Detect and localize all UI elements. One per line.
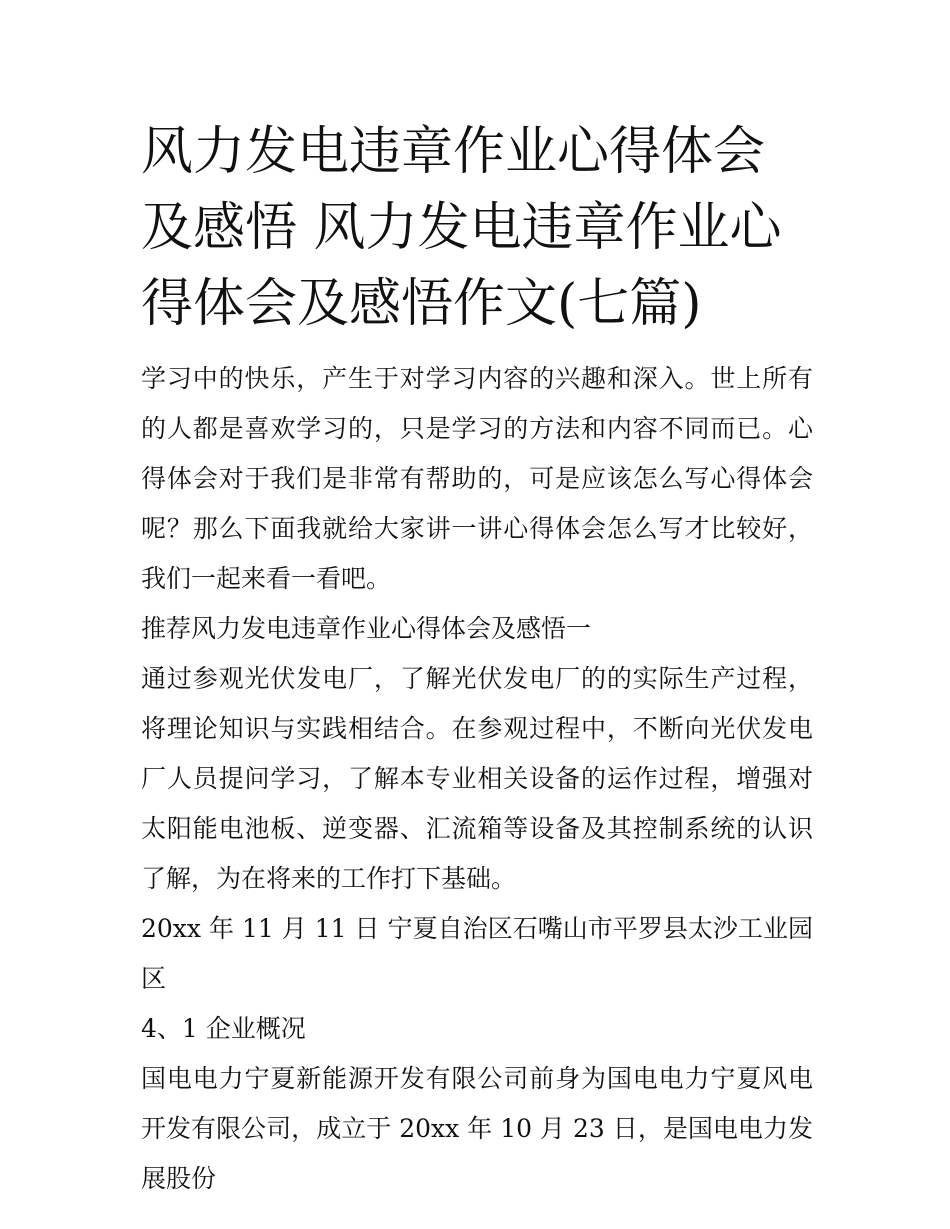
- section-heading-one: 推荐风力发电违章作业心得体会及感悟一: [141, 614, 592, 643]
- subsection-heading-company: 4、1 企业概况: [141, 1014, 306, 1043]
- document-title: 风力发电违章作业心得体会及感悟 风力发电违章作业心得体会及感悟作文(七篇): [141, 122, 782, 334]
- document-page: [141, 114, 813, 1204]
- paragraph-intro: 学习中的快乐，产生于对学习内容的兴趣和深入。世上所有的人都是喜欢学习的，只是学习的方法和内容不同而已。心得体会对于我们是非常有帮助的，可是应该怎么写心得体会呢？那么下面我就给大家讲一讲心得体会怎么写才比较好，我们一起来看一看吧。: [141, 364, 813, 593]
- paragraph-company-overview: 国电电力宁夏新能源开发有限公司前身为国电电力宁夏风电开发有限公司，成立于 20xx 年 10 月 23 日，是国电电力发展股份: [141, 1064, 813, 1193]
- paragraph-date-location: 20xx 年 11 月 11 日 宁夏自治区石嘴山市平罗县太沙工业园区: [141, 914, 813, 993]
- paragraph-visit: 通过参观光伏发电厂，了解光伏发电厂的的实际生产过程，将理论知识与实践相结合。在参观过程中，不断向光伏发电厂人员提问学习，了解本专业相关设备的运作过程，增强对太阳能电池板、逆变器、汇流箱等设备及其控制系统的认识了解，为在将来的工作打下基础。: [141, 664, 813, 893]
- document-body: [141, 354, 813, 1204]
